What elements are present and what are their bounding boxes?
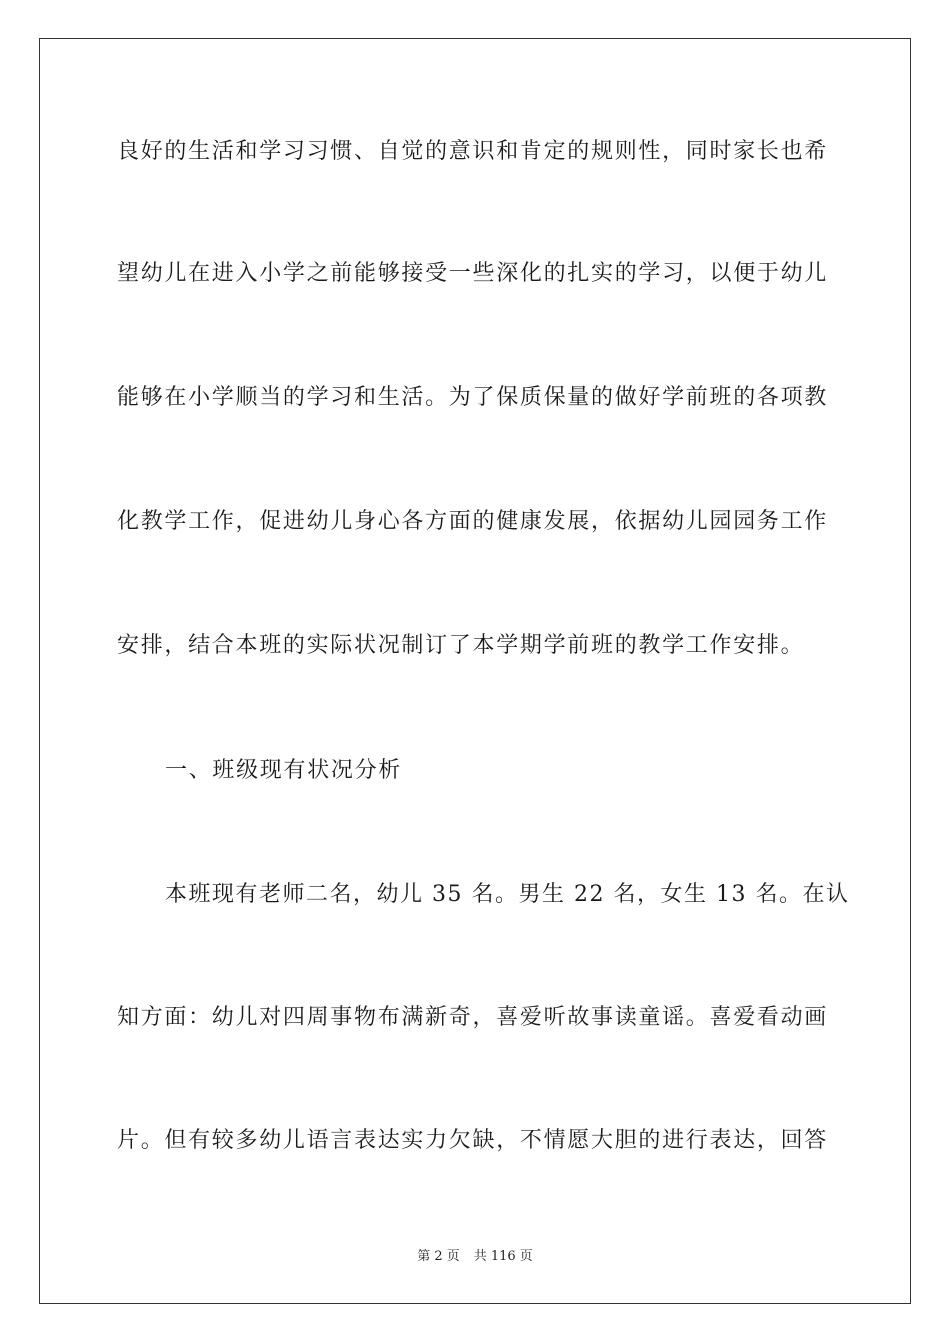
page-number: 第 2 页 (417, 1249, 460, 1264)
body-text-line: 能够在小学顺当的学习和生活。为了保质保量的做好学前班的各项教 (117, 385, 829, 410)
section-heading: 一、班级现有状况分析 (165, 758, 403, 783)
body-text-line: 化教学工作，促进幼儿身心各方面的健康发展，依据幼儿园园务工作 (117, 509, 829, 534)
body-text-line: 知方面：幼儿对四周事物布满新奇，喜爱听故事读童谣。喜爱看动画 (117, 1005, 829, 1030)
body-text-line: 良好的生活和学习习惯、自觉的意识和肯定的规则性，同时家长也希 (117, 139, 829, 164)
body-text-line: 本班现有老师二名，幼儿 35 名。男生 22 名，女生 13 名。在认 (165, 882, 850, 907)
page-total: 共 116 页 (473, 1249, 533, 1264)
body-text-line: 望幼儿在进入小学之前能够接受一些深化的扎实的学习，以便于幼儿 (117, 261, 829, 286)
body-text-line: 片。但有较多幼儿语言表达实力欠缺，不情愿大胆的进行表达，回答 (117, 1128, 829, 1153)
page-frame (39, 38, 911, 1304)
page-footer (0, 1248, 950, 1266)
body-text-line: 安排，结合本班的实际状况制订了本学期学前班的教学工作安排。 (117, 633, 805, 658)
